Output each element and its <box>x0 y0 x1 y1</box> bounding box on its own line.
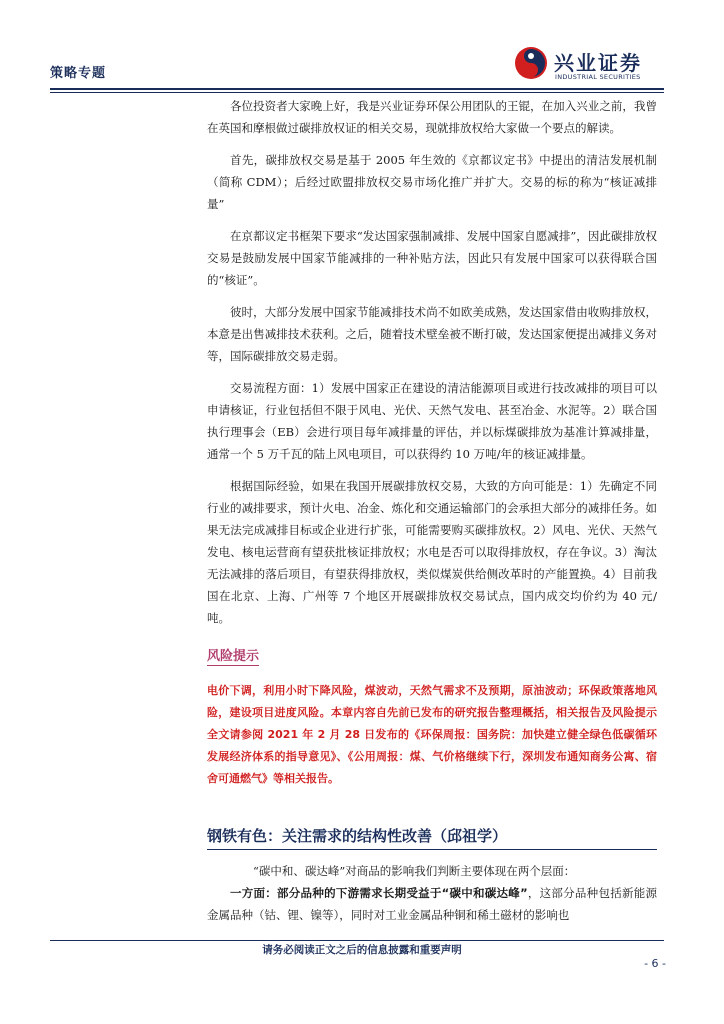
paragraph: 在京都议定书框架下要求“发达国家强制减排、发展中国家自愿减排”，因此碳排放权交易是鼓励发展中国家节能减排的一种补贴方法，因此只有发展中国家可以获得联合国的“核证”。 <box>207 229 657 287</box>
header-rule-thin <box>50 92 664 93</box>
risk-heading: 风险提示 <box>207 645 259 666</box>
brand-subtitle: INDUSTRIAL SECURITIES <box>555 73 641 81</box>
section-paragraph <box>207 882 657 926</box>
brand-emblem-icon <box>514 46 548 80</box>
footer-disclaimer: 请务必阅读正文之后的信息披露和重要声明 <box>262 944 462 956</box>
section-lead-rest: ，这部分品种包括新能源金属品种（钴、锂、镍等），同时对工业金属品种铜和稀土磁材的影响也 <box>207 886 657 922</box>
section-intro: “碳中和、碳达峰”对商品的影响我们判断主要体现在两个层面： <box>253 864 576 878</box>
section-tag: 策略专题 <box>50 66 107 81</box>
page-number: - 6 - <box>644 957 666 970</box>
section-heading: 钢铁有色：关注需求的结构性改善（邱祖学） <box>207 827 508 845</box>
brand-logo <box>514 46 664 86</box>
brand-name: 兴业证券 <box>554 51 642 75</box>
risk-text: 电价下调，利用小时下降风险，煤波动，天然气需求不及预期，原油波动；环保政策落地风险，建设项目进度风险。本章内容自先前已发布的研究报告整理概括，相关报告及风险提示全文请参阅 2021 年 2 月 28 日发布的《环保周报：国务院：加快建立健全绿色低碳循环发展经济体系的指导意见》、《公用周报：煤、气价格继续下行，深圳发布通知商务公寓、宿舍可通燃气》等相关报告。 <box>207 684 657 785</box>
paragraph: 根据国际经验，如果在我国开展碳排放权交易，大致的方向可能是：1）先确定不同行业的减排要求，预计火电、冶金、炼化和交通运输部门的会承担大部分的减排任务。如果无法完成减排目标或企业进行扩张，可能需要购买碳排放权。2）风电、光伏、天然气发电、核电运营商有望获批核证排放权；水电是否可以取得排放权，存在争议。3）淘汰无法减排的落后项目，有望获得排放权，类似煤炭供给侧改革时的产能置换。4）目前我国在北京、上海、广州等 7 个地区开展碳排放权交易试点，国内成交均价约为 40 元/吨。 <box>207 479 657 625</box>
paragraph: 首先，碳排放权交易是基于 2005 年生效的《京都议定书》中提出的清洁发展机制（简称 CDM）；后经过欧盟排放权交易市场化推广并扩大。交易的标的称为“核证减排量” <box>207 153 657 211</box>
main-content <box>207 95 657 674</box>
paragraph: 各位投资者大家晚上好，我是兴业证券环保公用团队的王锟，在加入兴业之前，我曾在英国和摩根做过碳排放权证的相关交易，现就排放权给大家做一个要点的解读。 <box>207 99 657 135</box>
header-rule <box>50 88 664 90</box>
footer-rule <box>50 940 664 941</box>
section-lead-bold: 一方面：部分品种的下游需求长期受益于“碳中和碳达峰” <box>230 886 528 900</box>
section-rule <box>207 849 657 850</box>
paragraph: 彼时，大部分发展中国家节能减排技术尚不如欧美成熟，发达国家借由收购排放权，本意是出售减排技术获利。之后，随着技术壁垒被不断打破，发达国家便提出减排义务对等，国际碳排放交易走弱。 <box>207 305 657 363</box>
paragraph: 交易流程方面：1）发展中国家正在建设的清洁能源项目或进行技改减排的项目可以申请核证，行业包括但不限于风电、光伏、天然气发电、甚至冶金、水泥等。2）联合国执行理事会（EB）会进行项目每年减排量的评估，并以标煤碳排放为基准计算减排量，通常一个 5 万千瓦的陆上风电项目，可以获得约 10 万吨/年的核证减排量。 <box>207 381 657 461</box>
